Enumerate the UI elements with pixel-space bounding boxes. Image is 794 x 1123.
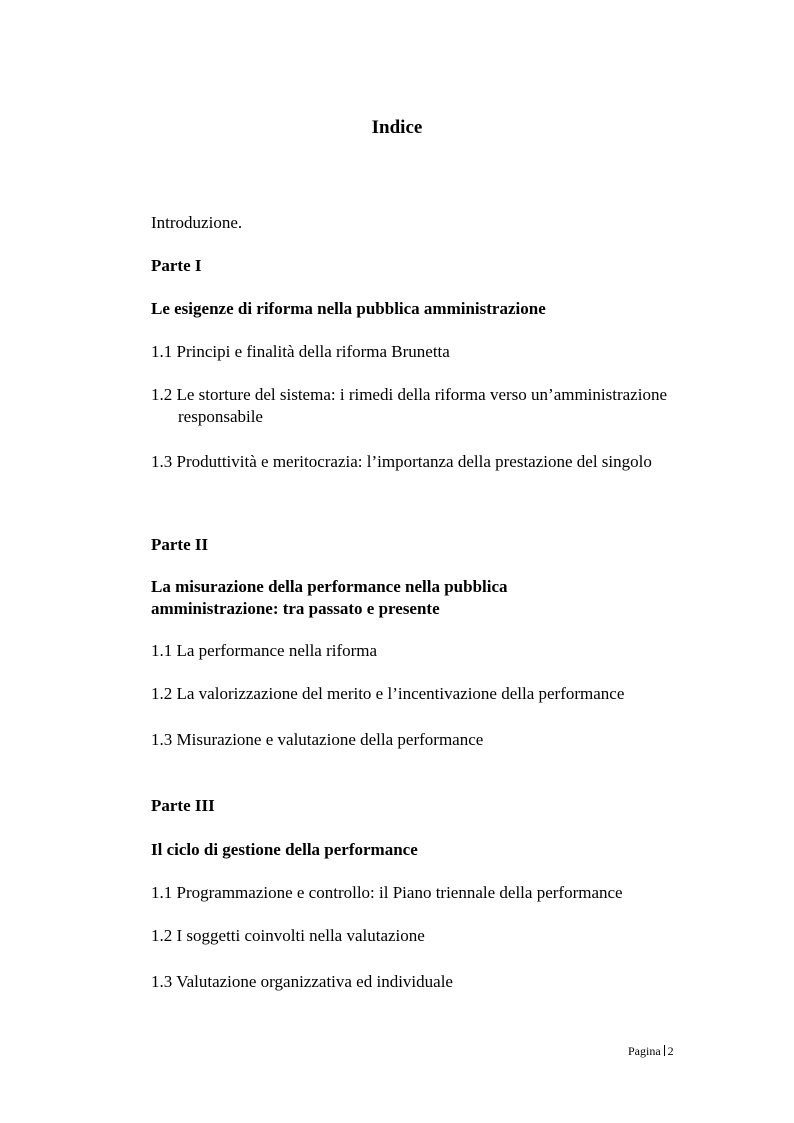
page-title: Indice bbox=[371, 117, 423, 138]
toc-item: 1.2 La valorizzazione del merito e l’incentivazione della performance bbox=[151, 684, 625, 703]
toc-item: 1.2 I soggetti coinvolti nella valutazione bbox=[151, 926, 425, 945]
toc-item: 1.3 Produttività e meritocrazia: l’importanza della prestazione del singolo bbox=[151, 452, 652, 471]
part-3-heading: Il ciclo di gestione della performance bbox=[151, 840, 418, 859]
footer-separator bbox=[664, 1045, 665, 1056]
page-footer bbox=[628, 1043, 674, 1059]
footer-page-label: Pagina bbox=[628, 1044, 661, 1058]
part-2-heading: La misurazione della performance nella pubblica amministrazione: tra passato e presente bbox=[151, 577, 508, 618]
toc-introduction: Introduzione. bbox=[151, 213, 243, 232]
toc-item: 1.2 Le storture del sistema: i rimedi della riforma verso un’amministrazione responsabile bbox=[151, 385, 667, 426]
footer-page-number: 2 bbox=[667, 1044, 674, 1058]
toc-item: 1.1 Principi e finalità della riforma Brunetta bbox=[151, 342, 450, 361]
part-3-label: Parte III bbox=[151, 796, 215, 815]
toc-item: 1.1 La performance nella riforma bbox=[151, 641, 378, 660]
toc-item: 1.3 Misurazione e valutazione della performance bbox=[151, 730, 484, 749]
part-2-label: Parte II bbox=[151, 535, 209, 554]
part-1-heading: Le esigenze di riforma nella pubblica amministrazione bbox=[151, 299, 546, 318]
toc-item: 1.1 Programmazione e controllo: il Piano triennale della performance bbox=[151, 883, 623, 902]
part-1-label: Parte I bbox=[151, 256, 202, 275]
toc-item: 1.3 Valutazione organizzativa ed individuale bbox=[151, 972, 453, 991]
